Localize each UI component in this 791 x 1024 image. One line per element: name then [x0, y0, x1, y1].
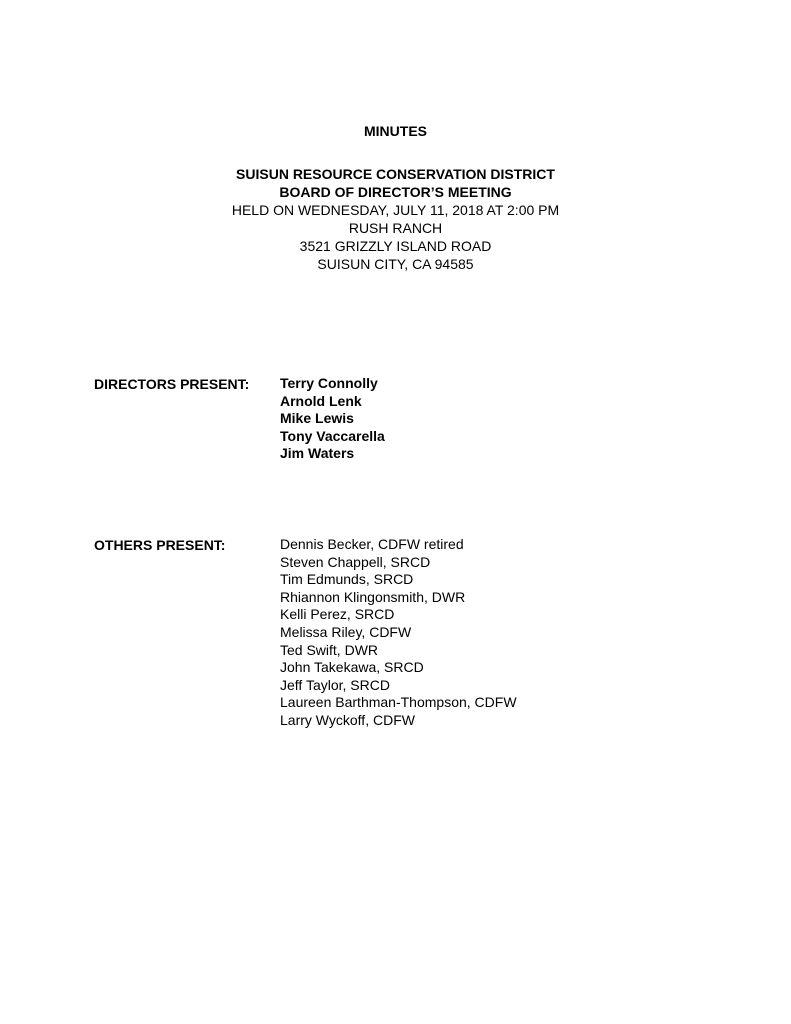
organization-name: SUISUN RESOURCE CONSERVATION DISTRICT [236, 166, 555, 182]
document-title: MINUTES [364, 123, 427, 139]
others-list [280, 536, 517, 730]
attendee-name: Dennis Becker, CDFW retired [280, 536, 464, 552]
meeting-name: BOARD OF DIRECTOR’S MEETING [279, 184, 512, 200]
attendee-name: Rhiannon Klingonsmith, DWR [280, 588, 466, 605]
director-name: Mike Lewis [280, 410, 354, 427]
attendee-name: Larry Wyckoff, CDFW [280, 711, 415, 728]
meeting-address: 3521 GRIZZLY ISLAND ROAD [299, 238, 492, 254]
meeting-location: RUSH RANCH [348, 220, 443, 236]
director-name: Arnold Lenk [280, 392, 362, 409]
attendee-name: Melissa Riley, CDFW [280, 623, 412, 640]
attendee-name: Laureen Barthman-Thompson, CDFW [280, 694, 517, 711]
director-name: Terry Connolly [280, 375, 378, 391]
meeting-city: SUISUN CITY, CA 94585 [317, 256, 474, 272]
attendee-name: Steven Chappell, SRCD [280, 553, 431, 570]
meeting-date: HELD ON WEDNESDAY, JULY 11, 2018 AT 2:00 PM [231, 202, 560, 218]
director-name: Jim Waters [280, 445, 355, 462]
director-name: Tony Vaccarella [280, 427, 385, 444]
meeting-header [0, 165, 791, 273]
attendee-name: John Takekawa, SRCD [280, 659, 424, 676]
attendee-name: Ted Swift, DWR [280, 641, 379, 658]
attendee-name: Kelli Perez, SRCD [280, 606, 395, 623]
others-present-label: OTHERS PRESENT: [94, 537, 226, 553]
directors-present-label: DIRECTORS PRESENT: [94, 376, 250, 392]
attendee-name: Tim Edmunds, SRCD [280, 571, 414, 588]
attendee-name: Jeff Taylor, SRCD [280, 676, 390, 693]
directors-list [280, 375, 385, 463]
